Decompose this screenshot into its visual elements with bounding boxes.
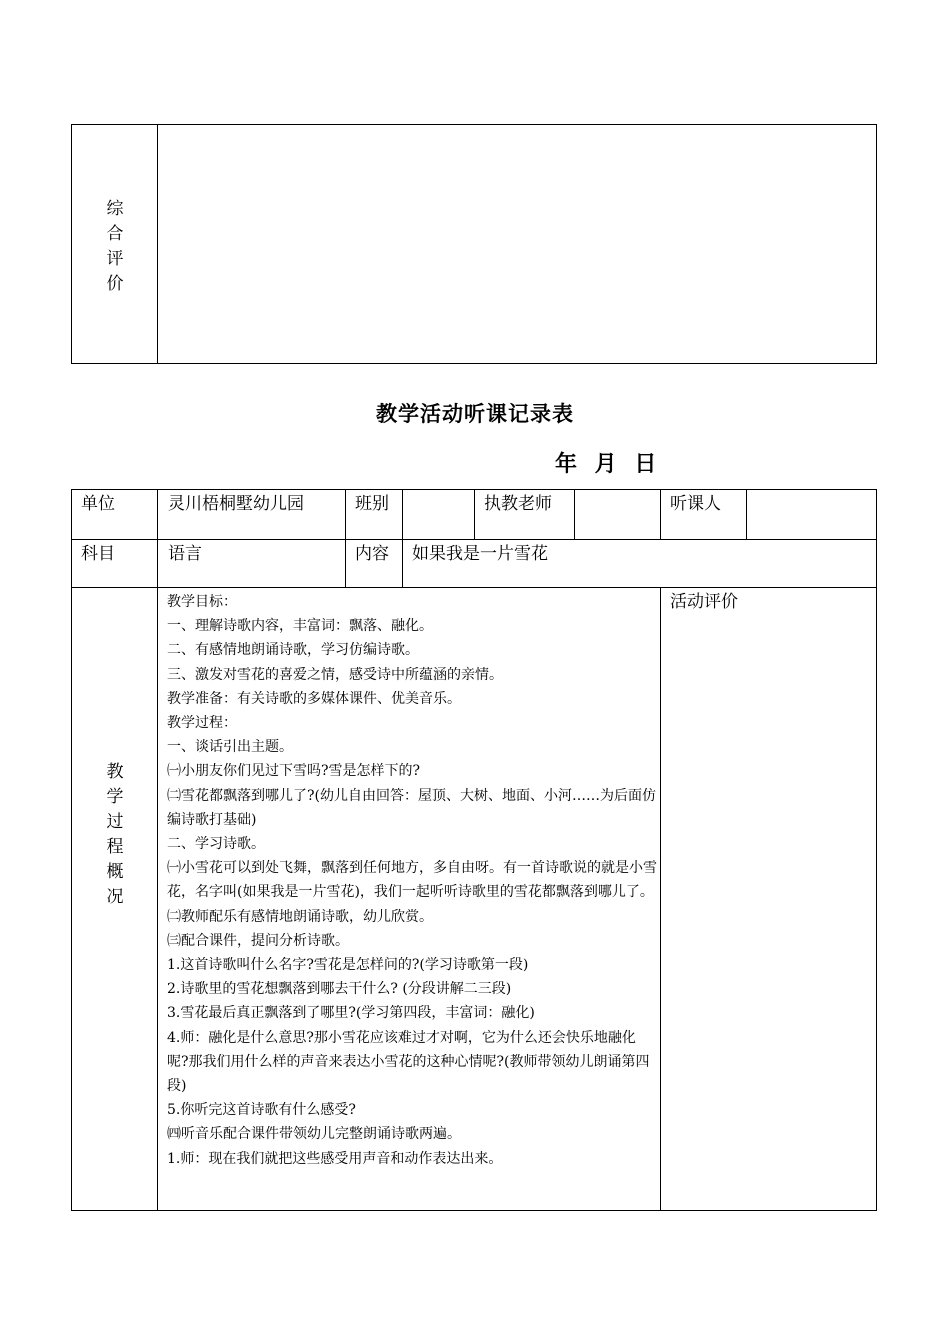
content-line: 一、理解诗歌内容，丰富词：飘落、融化。 [167,618,433,635]
evaluation-label: 活动评价 [670,592,738,612]
summary-label [100,197,130,297]
content-value: 如果我是一片雪花 [412,544,548,564]
content-line: 一、谈话引出主题。 [167,739,293,756]
content-line: ㈣听音乐配合课件带领幼儿完整朗诵诗歌两遍。 [167,1126,461,1143]
table-border [876,124,877,364]
content-line: ㈠小朋友你们见过下雪吗?雪是怎样下的? [167,763,421,780]
summary-evaluation-field[interactable] [158,125,876,363]
label-char: 概 [106,862,124,882]
table-border [71,489,72,1211]
process-content [167,590,657,1171]
listener-label: 听课人 [670,494,721,514]
content-line: 1.师：现在我们就把这些感受用声音和动作表达出来。 [167,1150,503,1167]
table-border [345,489,346,588]
unit-label: 单位 [81,494,115,514]
content-line: 三、激发对雪花的喜爱之情，感受诗中所蕴涵的亲情。 [167,666,503,683]
label-char: 学 [106,787,124,807]
content-line: 5.你听完这首诗歌有什么感受? [167,1102,356,1119]
content-line: 2.诗歌里的雪花想飘落到哪去干什么? (分段讲解二三段) [167,981,512,998]
label-char: 况 [106,887,124,907]
content-line: 3.雪花最后真正飘落到了哪里?(学习第四段，丰富词：融化) [167,1005,535,1022]
content-line: 二、有感情地朗诵诗歌，学习仿编诗歌。 [167,642,419,659]
content-line: 教学目标： [167,594,237,610]
content-line: 二、学习诗歌。 [167,836,265,853]
content-line: 教学准备：有关诗歌的多媒体课件、优美音乐。 [167,690,461,707]
teacher-value-field[interactable] [575,490,660,539]
label-char: 评 [106,249,124,269]
table-border [474,489,475,540]
label-char: 程 [106,837,124,857]
table-border [876,489,877,1211]
label-char: 合 [106,224,124,244]
class-value-field[interactable] [403,490,474,539]
process-label [100,760,130,910]
listener-value-field[interactable] [747,490,876,539]
label-char: 综 [106,199,124,219]
label-char: 教 [106,762,124,782]
teacher-label: 执教老师 [484,494,552,514]
content-line: ㈢配合课件，提问分析诗歌。 [167,932,349,949]
label-char: 价 [106,274,124,294]
content-line: 1.这首诗歌叫什么名字?雪花是怎样问的?(学习诗歌第一段) [167,957,529,974]
class-label: 班别 [355,494,389,514]
evaluation-field[interactable] [661,616,876,1210]
date-line: 年 月 日 [555,451,657,477]
subject-label: 科目 [81,544,115,564]
content-line: ㈡教师配乐有感情地朗诵诗歌，幼儿欣赏。 [167,908,433,925]
table-border [71,124,72,364]
table-border [71,587,877,588]
content-line: ㈠小雪花可以到处飞舞，飘落到任何地方，多自由呀。有一首诗歌说的就是小雪花，名字叫(如果我是一片雪花)，我们一起听听诗歌里的雪花都飘落到哪儿了。 [167,860,657,901]
content-line: 4.师：融化是什么意思?那小雪花应该难过才对啊，它为什么还会快乐地融化呢?那我们用什么样的声音来表达小雪花的这种心情呢?(教师带领幼儿朗诵第四段) [167,1029,650,1095]
table-border [71,363,877,364]
table-border [71,1210,877,1211]
content-line: ㈡雪花都飘落到哪儿了?(幼儿自由回答：屋顶、大树、地面、小河……为后面仿编诗歌打基础) [167,787,656,828]
table-border [660,489,661,540]
label-char: 过 [106,812,124,832]
subject-value: 语言 [168,544,202,564]
record-title: 教学活动听课记录表 [376,401,574,426]
content-label: 内容 [355,544,389,564]
table-border [157,489,158,1211]
unit-value: 灵川梧桐墅幼儿园 [168,494,304,514]
content-line: 教学过程： [167,715,237,732]
